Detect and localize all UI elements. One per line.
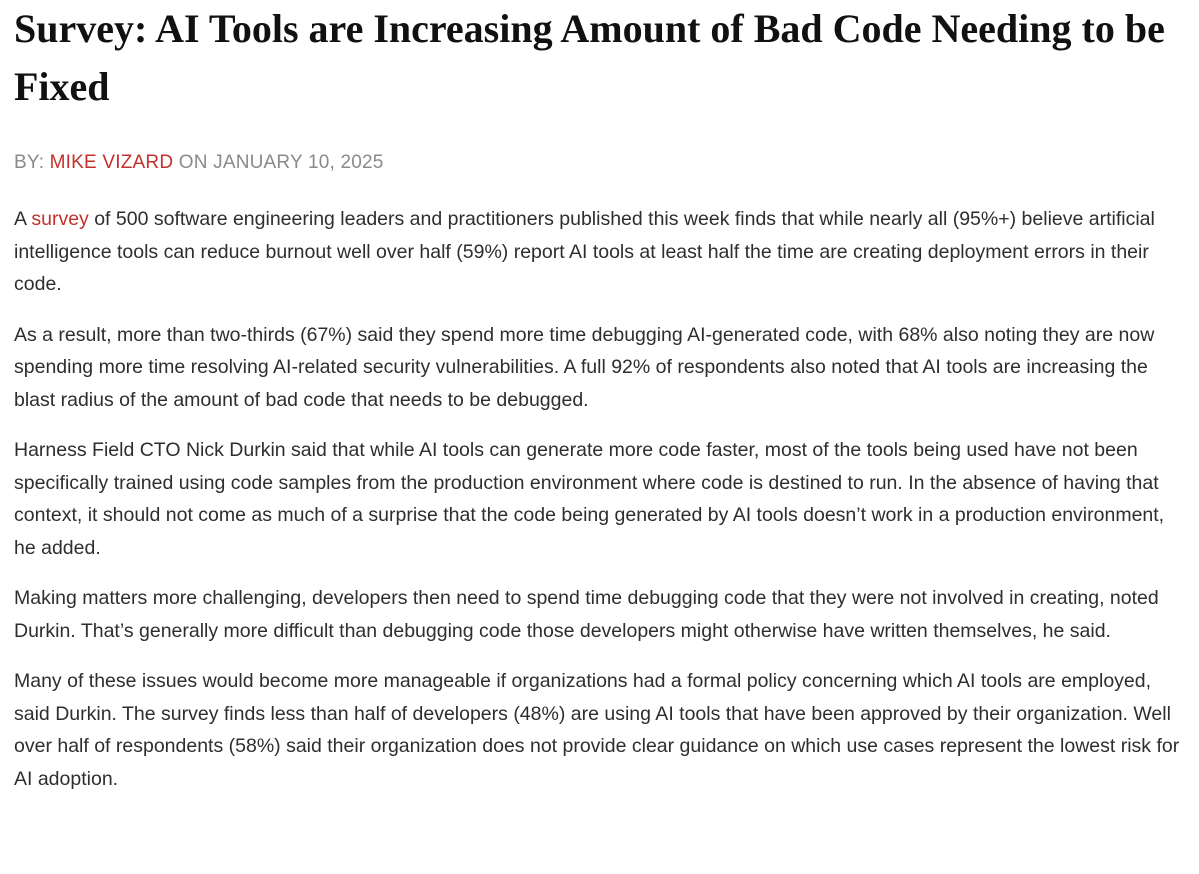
byline-by-label: BY: xyxy=(14,152,50,173)
article xyxy=(14,0,1186,813)
byline xyxy=(14,150,1186,176)
author-link[interactable]: MIKE VIZARD xyxy=(49,152,174,173)
paragraph-1-prefix: A xyxy=(14,208,32,230)
paragraph-1 xyxy=(14,203,1186,301)
paragraph-3: Harness Field CTO Nick Durkin said that while AI tools can generate more code faster, most of the tools being used have not been specifically trained using code samples from the production environment where code is destined to run. In the absence of having that context, it should not come as much of a surprise that the code being generated by AI tools doesn’t work in a production environment, he added. xyxy=(14,439,1165,559)
publish-date: JANUARY 10, 2025 xyxy=(213,152,384,173)
byline-on-label: ON xyxy=(173,152,214,173)
article-body xyxy=(14,203,1186,795)
paragraph-4: Making matters more challenging, developers then need to spend time debugging code that they were not involved in creating, noted Durkin. That’s generally more difficult than debugging code those developers might otherwise have written themselves, he said. xyxy=(14,587,1159,642)
paragraph-2: As a result, more than two-thirds (67%) said they spend more time debugging AI-generated code, with 68% also noting they are now spending more time resolving AI-related security vulnerabilities. A full 92% of respondents also noted that AI tools are increasing the blast radius of the amount of bad code that needs to be debugged. xyxy=(14,323,1155,411)
paragraph-1-suffix: of 500 software engineering leaders and practitioners published this week finds that while nearly all (95%+) believe artificial intelligence tools can reduce burnout well over half (59%) report AI tools at least half the time are creating deployment errors in their code. xyxy=(14,208,1155,295)
article-title: Survey: AI Tools are Increasing Amount of Bad Code Needing to be Fixed xyxy=(14,6,1165,109)
paragraph-5: Many of these issues would become more manageable if organizations had a formal policy concerning which AI tools are employed, said Durkin. The survey finds less than half of developers (48%) are using AI tools that have been approved by their organization. Well over half of respondents (58%) said their organization does not provide clear guidance on which use cases represent the lowest risk for AI adoption. xyxy=(14,670,1180,790)
survey-link[interactable]: survey xyxy=(31,208,89,230)
